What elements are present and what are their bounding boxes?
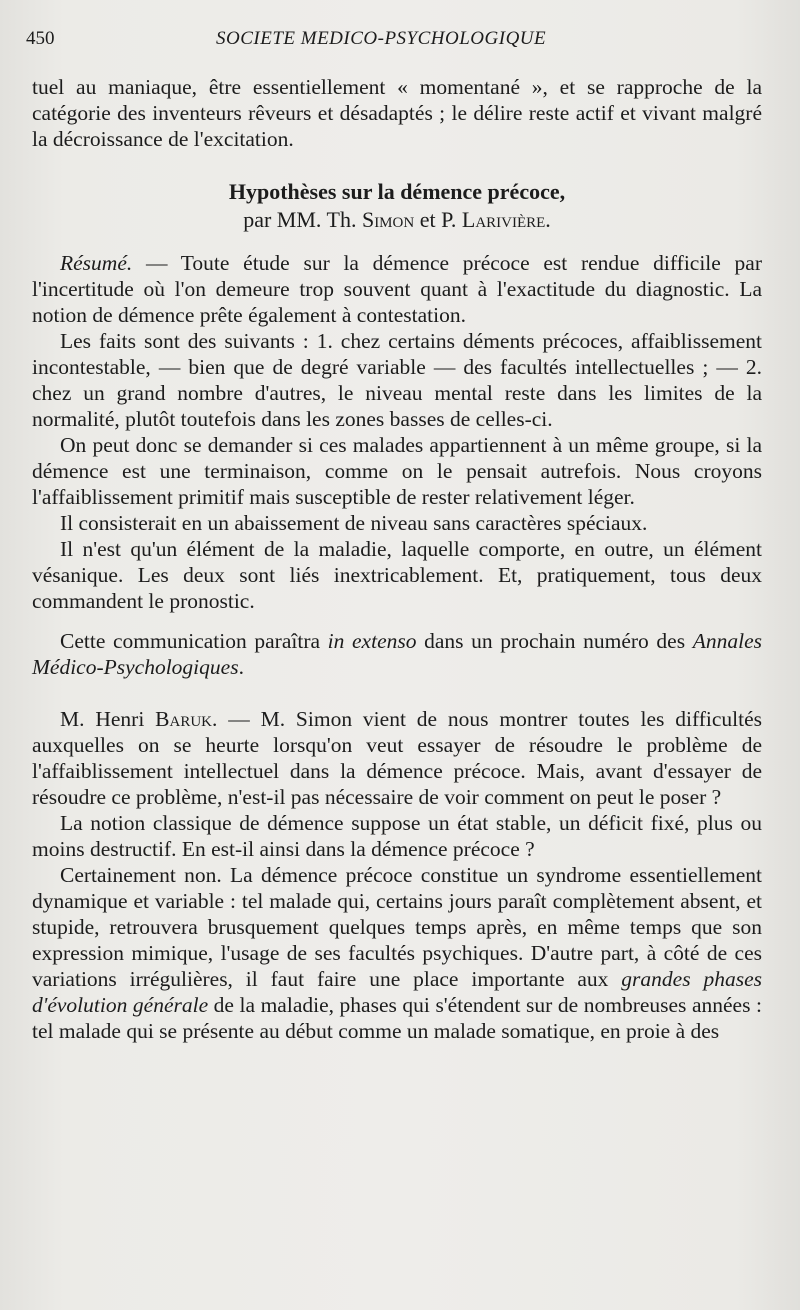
summary-paragraph-4: Il n'est qu'un élément de la maladie, laquelle comporte, en outre, un élément vésanique. Les deux sont liés inextricablement. Et, pratiquement, tous deux commandent le pronostic. bbox=[32, 537, 762, 613]
final-text-1: Certainement non. La démence précoce constitue un syndrome essentiellement dynamique et variable : tel malade qui, certains jours paraît complètement absent, et stupide, retrouvera brusquement quelques temps après, en même temps que son expression mimique, l'usage de ses facultés psychiques. D'autre part, à côté de ces variations irrégulières, il faut faire une place importante aux bbox=[32, 863, 762, 991]
page-header bbox=[26, 28, 770, 56]
summary-paragraph-1: Les faits sont des suivants : 1. chez certains déments précoces, affaiblissement incontestable, — bien que de degré variable — des facultés intellectuelles ; — 2. chez un grand nombre d'autres, le niveau mental reste dans les limites de la normalité, plutôt toutefois dans les zones basses de celles-ci. bbox=[32, 329, 762, 431]
baruk-text: . — M. Simon vient de nous montrer toutes les difficultés auxquelles on se heurte lorsqu'on veut essayer de résoudre le problème de l'affaiblissement intellectuel dans la démence précoce. Mais, avant d'essayer de résoudre ce problème, n'est-il pas nécessaire de voir comment on peut le poser ? bbox=[32, 707, 762, 809]
page-number: 450 bbox=[26, 28, 55, 49]
resume-label: Résumé. bbox=[60, 251, 133, 275]
article-title: Hypothèses sur la démence précoce, bbox=[228, 179, 566, 204]
communication-text-1: Cette communication paraîtra bbox=[60, 629, 328, 653]
communication-text-2: dans un prochain numéro des bbox=[416, 629, 693, 653]
journal-name: Annales Médico-Psychologiques bbox=[32, 629, 762, 679]
author-simon: Simon bbox=[361, 207, 415, 232]
communication-text-3: . bbox=[238, 655, 244, 679]
byline-by: par MM. Th. bbox=[243, 207, 357, 232]
communication-note bbox=[32, 628, 762, 680]
baruk-paragraph bbox=[32, 706, 762, 810]
resume-paragraph bbox=[32, 250, 762, 328]
byline-and: et P. bbox=[419, 207, 457, 232]
summary-paragraph-3: Il consisterait en un abaissement de niveau sans caractères spéciaux. bbox=[60, 511, 648, 535]
speaker-baruk: Baruk bbox=[155, 707, 212, 731]
running-title: SOCIETE MEDICO-PSYCHOLOGIQUE bbox=[216, 28, 547, 49]
resume-text: — Toute étude sur la démence précoce est rendue difficile par l'incertitude où l'on demeure trop souvent quant à l'exactitude du diagnostic. La notion de démence prête également à contestation. bbox=[32, 251, 762, 327]
author-lariviere: Larivière. bbox=[461, 207, 551, 232]
communication-italic-1: in extenso bbox=[327, 629, 417, 653]
notion-paragraph: La notion classique de démence suppose un état stable, un déficit fixé, plus ou moins destructif. En est-il ainsi dans la démence précoce ? bbox=[32, 811, 762, 861]
article-byline bbox=[32, 206, 762, 234]
final-paragraph bbox=[32, 862, 762, 1044]
final-text-2: de la maladie, phases qui s'étendent sur de nombreuses années : tel malade qui se présente au début comme un malade somatique, en proie à des bbox=[32, 993, 762, 1043]
final-italic: grandes phases d'évolution générale bbox=[32, 967, 762, 1017]
baruk-prefix: M. Henri bbox=[60, 707, 145, 731]
summary-paragraph-2: On peut donc se demander si ces malades appartiennent à un même groupe, si la démence est une terminaison, comme on le pensait autrefois. Nous croyons l'affaiblissement primitif mais susceptible de rester relativement léger. bbox=[32, 433, 762, 509]
intro-paragraph: tuel au maniaque, être essentiellement « momentané », et se rapproche de la catégorie des inventeurs rêveurs et désadaptés ; le délire reste actif et vivant malgré la décroissance de l'excitation. bbox=[32, 75, 762, 151]
page-body bbox=[32, 74, 762, 1044]
